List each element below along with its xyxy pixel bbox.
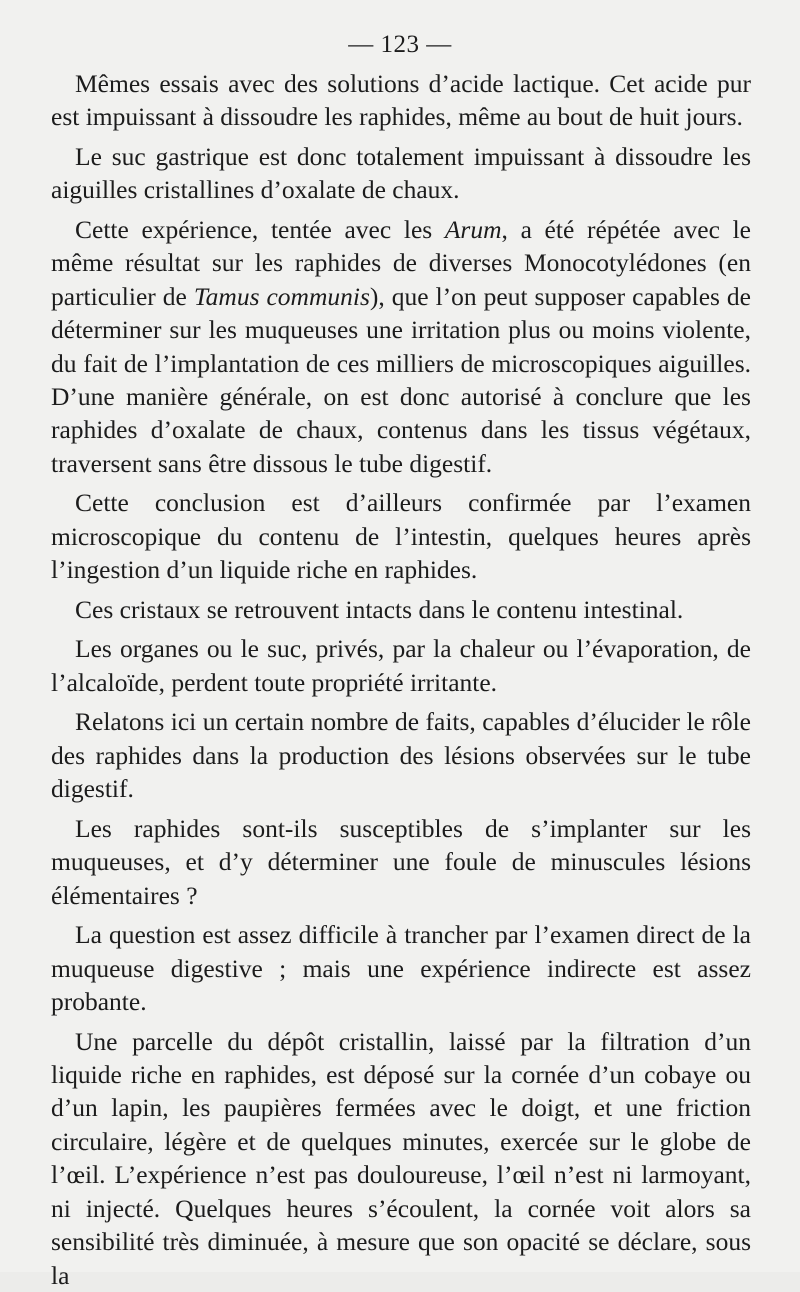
paragraph-implantation-question: Les raphides sont-ils susceptibles de s’implanter sur les muqueuses, et d’y déterminer une foule de minuscules lésions élémentaires ? [51,813,751,910]
page-number: — 123 — [348,31,452,58]
body-text [51,67,751,1292]
paragraph-indirect-experiment: La question est assez difficile à trancher par l’examen direct de la muqueuse digestive ; mais une expérience indirecte est assez probante. [51,920,751,1017]
paragraph-facts-role: Relatons ici un certain nombre de faits, capables d’élucider le rôle des raphides dans la production des lésions observées sur le tube digestif. [51,707,751,804]
italic-tamus-communis: Tamus communis [193,281,370,311]
paragraph-arum-experience [51,213,751,480]
paragraph-lactic-acid-tests: Mêmes essais avec des solutions d’acide lactique. Cet acide pur est impuissant à dissoudre les raphides, même au bout de huit jours. [51,69,751,132]
italic-arum: Arum [444,215,502,244]
paragraph-microscopic-confirmation: Cette conclusion est d’ailleurs confirmée par l’examen microscopique du contenu de l’intestin, quelques heures après l’ingestion d’un liquide riche en raphides. [51,488,751,585]
paragraph-cornea-experiment: Une parcelle du dépôt cristallin, laissé par la filtration d’un liquide riche en raphides, est déposé sur la cornée d’un cobaye ou d’un lapin, les paupières fermées avec le doigt, et une friction circulaire, légère et de quelques minutes, exercée sur le globe de l’œil. L’expérience n’est pas douloureuse, l’œil n’est ni larmoyant, ni injecté. Quelques heures s’écoulent, la cornée voit alors sa sensibilité très diminuée, à mesure que son opacité se déclare, sous la [51,1026,751,1290]
paragraph-alkaloid-removal: Les organes ou le suc, privés, par la chaleur ou l’évaporation, de l’alcaloïde, perdent toute propriété irritante. [51,634,751,697]
paragraph-arum-text-1: Cette expérience, tentée avec les [75,215,445,244]
paragraph-crystals-intact: Ces cristaux se retrouvent intacts dans le contenu intestinal. [75,594,684,624]
paragraph-arum-text-3: ), que l’on peut supposer capables de déterminer sur les muqueuses une irritation plus ou moins violente, du fait de l’implantation de ces milliers de microscopiques aiguilles. D’une manière générale, on est donc autorisé à conclure que les raphides d’oxalate de chaux, contenus dans les tissus végétaux, traversent sans être dissous le tube digestif. [51,281,751,478]
paragraph-gastric-juice-conclusion: Le suc gastrique est donc totalement impuissant à dissoudre les aiguilles cristallines d’oxalate de chaux. [51,142,751,205]
paragraph-arum-text-2: , a été répétée avec le même résultat sur les raphides de diverses Monocotylédones (en particulier de [51,215,751,311]
